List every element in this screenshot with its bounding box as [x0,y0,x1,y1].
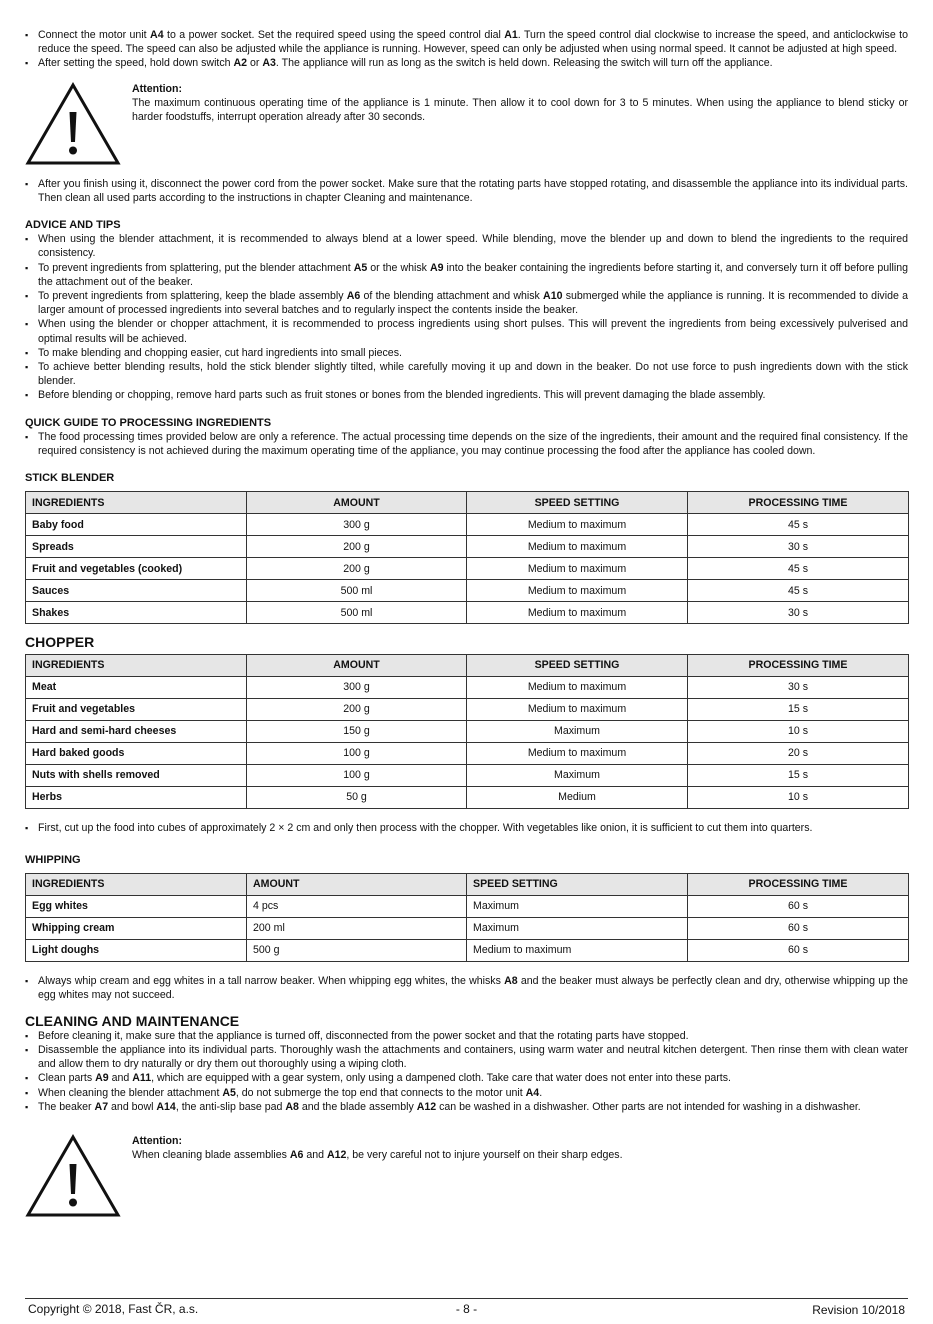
table-row [26,514,909,536]
table-row [26,676,909,698]
table-cell: 15 s [688,698,909,720]
table-cell: Medium [467,786,688,808]
table-cell: Herbs [26,786,247,808]
table-cell: 200 ml [247,918,467,940]
table-cell: Sauces [26,580,247,602]
manual-page [25,28,908,1222]
list-item: ▪ Disassemble the appliance into its individual parts. Thoroughly wash the attachments and containers, using warm water and neutral kitchen detergent. Then rinse them with clean water and allow them to dry naturally or dry them out thoroughly using a wiping cloth. [25,1043,908,1071]
list-item: ▪ To make blending and chopping easier, cut hard ingredients into small pieces. [25,346,908,360]
column-header: INGREDIENTS [26,874,247,896]
after-list [25,177,908,205]
list-item: ▪ First, cut up the food into cubes of approximately 2 × 2 cm and only then process with the chopper. With vegetables like onion, it is sufficient to cut them into quarters. [25,821,908,835]
stick-blender-heading: STICK BLENDER [25,472,115,485]
table-cell: 150 g [247,720,467,742]
table-row [26,720,909,742]
table-row [26,918,909,940]
table-cell: Medium to maximum [467,602,688,624]
table-cell: Nuts with shells removed [26,764,247,786]
table-cell: Hard and semi-hard cheeses [26,720,247,742]
table-cell: Medium to maximum [467,580,688,602]
table-cell: Hard baked goods [26,742,247,764]
quick-guide-list [25,430,908,458]
table-cell: Whipping cream [26,918,247,940]
table-cell: Medium to maximum [467,940,688,962]
column-header: PROCESSING TIME [688,492,909,514]
stick-blender-table [25,491,909,624]
table-cell: 100 g [247,742,467,764]
table-cell: Medium to maximum [467,558,688,580]
table-cell: Medium to maximum [467,698,688,720]
quick-guide-heading: QUICK GUIDE TO PROCESSING INGREDIENTS [25,416,272,429]
list-item: ▪ When using the blender or chopper attachment, it is recommended to process ingredients using short pulses. This will prevent the ingredients from being excessively pulverised and optimal results will be achieved. [25,317,908,345]
table-cell: Maximum [467,918,688,940]
column-header: AMOUNT [247,654,467,676]
cleaning-list [25,1029,908,1114]
table-cell: 200 g [247,698,467,720]
table-cell: 20 s [688,742,909,764]
cleaning-heading: CLEANING AND MAINTENANCE [25,1013,240,1030]
table-cell: Baby food [26,514,247,536]
warning-icon [25,1134,121,1218]
table-cell: Egg whites [26,896,247,918]
attention-box [25,1134,908,1222]
advice-list [25,232,908,402]
chopper-note [25,821,908,835]
table-cell: Light doughs [26,940,247,962]
list-item: ▪ To prevent ingredients from splattering, keep the blade assembly A6 of the blending attachment and whisk A10 submerged while the appliance is running. It is recommended to divide a larger amount of processed ingredients into several batches and to regularly inspect the contents inside the beaker. [25,289,908,317]
table-row [26,940,909,962]
warning-icon [25,82,121,166]
list-item: ▪ Always whip cream and egg whites in a tall narrow beaker. When whipping egg whites, the whisks A8 and the beaker must always be perfectly clean and dry, otherwise whipping up the egg whites may not succeed. [25,974,908,1002]
list-item: ▪ When using the blender attachment, it is recommended to always blend at a lower speed. While blending, move the blender up and down to blend the ingredients to the required consistency. [25,232,908,260]
attention-text: When cleaning blade assemblies A6 and A12, be very careful not to injure yourself on their sharp edges. [132,1149,623,1162]
table-cell: 45 s [688,514,909,536]
table-cell: 45 s [688,580,909,602]
table-cell: 10 s [688,786,909,808]
table-cell: 500 ml [247,602,467,624]
table-cell: Fruit and vegetables [26,698,247,720]
list-item: ▪ To prevent ingredients from splattering, put the blender attachment A5 or the whisk A9 into the beaker containing the ingredients before starting it, and conversely turn it off before pulling the attachment out of the beaker. [25,261,908,289]
table-cell: 500 g [247,940,467,962]
table-cell: 60 s [688,896,909,918]
intro-list [25,28,908,71]
table-cell: 200 g [247,536,467,558]
table-cell: 300 g [247,514,467,536]
whipping-table [25,873,909,962]
attention-box [25,82,908,170]
table-cell: Medium to maximum [467,536,688,558]
list-item: ▪ To achieve better blending results, hold the stick blender slightly tilted, while carefully moving it up and down in the beaker. Do not use force to push ingredients down with the stick blender. [25,360,908,388]
table-cell: Maximum [467,764,688,786]
table-cell: 50 g [247,786,467,808]
table-cell: 45 s [688,558,909,580]
table-cell: 500 ml [247,580,467,602]
attention-title: Attention: [132,1134,183,1147]
table-row [26,580,909,602]
table-cell: 200 g [247,558,467,580]
table-row [26,742,909,764]
table-cell: 10 s [688,720,909,742]
table-cell: 60 s [688,940,909,962]
table-cell: 100 g [247,764,467,786]
table-cell: Medium to maximum [467,742,688,764]
column-header: PROCESSING TIME [688,654,909,676]
page-number: - 8 - [455,1302,478,1316]
attention-title: Attention: [132,82,183,95]
copyright: Copyright © 2018, Fast ČR, a.s. [28,1302,199,1316]
column-header: AMOUNT [247,492,467,514]
attention-text: The maximum continuous operating time of the appliance is 1 minute. Then allow it to cool down for 3 to 5 minutes. When using the appliance to blend sticky or harder foodstuffs, interrupt operation already after 30 seconds. [132,96,908,124]
table-cell: 30 s [688,536,909,558]
list-item: ▪ Clean parts A9 and A11, which are equipped with a gear system, only using a dampened cloth. Take care that water does not enter into these parts. [25,1071,908,1085]
table-row [26,602,909,624]
table-row [26,786,909,808]
table-cell: 30 s [688,602,909,624]
chopper-heading: CHOPPER [25,634,95,651]
list-item: ▪ Before blending or chopping, remove hard parts such as fruit stones or bones from the blended ingredients. This will prevent damaging the blade assembly. [25,388,908,402]
table-cell: 4 pcs [247,896,467,918]
advice-heading: ADVICE AND TIPS [25,219,121,232]
list-item: ▪ After setting the speed, hold down switch A2 or A3. The appliance will run as long as the switch is held down. Releasing the switch will turn off the appliance. [25,56,908,70]
table-row [26,896,909,918]
revision: Revision 10/2018 [812,1303,905,1317]
page-footer [25,1298,908,1317]
column-header: INGREDIENTS [26,492,247,514]
chopper-table [25,654,909,809]
list-item: ▪ Connect the motor unit A4 to a power socket. Set the required speed using the speed control dial A1. Turn the speed control dial clockwise to increase the speed, and anticlockwise to reduce the speed. The speed can also be adjusted while the appliance is running. However, speed can only be adjusted when using normal speed. It cannot be adjusted at high speed. [25,28,908,56]
table-cell: 300 g [247,676,467,698]
column-header: PROCESSING TIME [688,874,909,896]
whipping-note [25,974,908,1002]
table-cell: Medium to maximum [467,676,688,698]
table-row [26,536,909,558]
table-cell: Maximum [467,896,688,918]
table-cell: Maximum [467,720,688,742]
table-row [26,558,909,580]
list-item: ▪ When cleaning the blender attachment A5, do not submerge the top end that connects to the motor unit A4. [25,1086,908,1100]
column-header: INGREDIENTS [26,654,247,676]
table-cell: 15 s [688,764,909,786]
table-cell: 60 s [688,918,909,940]
column-header: AMOUNT [247,874,467,896]
list-item: ▪ The food processing times provided below are only a reference. The actual processing time depends on the size of the ingredients, their amount and the required final consistency. If the required consistency is not achieved during the maximum operating time of the appliance, you may continue processing the food after the appliance has cooled down. [25,430,908,458]
table-cell: Medium to maximum [467,514,688,536]
list-item: ▪ The beaker A7 and bowl A14, the anti-slip base pad A8 and the blade assembly A12 can be washed in a dishwasher. Other parts are not intended for washing in a dishwasher. [25,1100,908,1114]
table-cell: Fruit and vegetables (cooked) [26,558,247,580]
column-header: SPEED SETTING [467,654,688,676]
whipping-heading: WHIPPING [25,853,81,866]
list-item: ▪ Before cleaning it, make sure that the appliance is turned off, disconnected from the power socket and that the rotating parts have stopped. [25,1029,908,1043]
table-cell: Meat [26,676,247,698]
table-cell: Spreads [26,536,247,558]
table-row [26,764,909,786]
table-cell: 30 s [688,676,909,698]
list-item: ▪ After you finish using it, disconnect the power cord from the power socket. Make sure that the rotating parts have stopped rotating, and disassemble the appliance into its individual parts. Then clean all used parts according to the instructions in chapter Cleaning and maintenance. [25,177,908,205]
column-header: SPEED SETTING [467,492,688,514]
table-row [26,698,909,720]
table-cell: Shakes [26,602,247,624]
column-header: SPEED SETTING [467,874,688,896]
